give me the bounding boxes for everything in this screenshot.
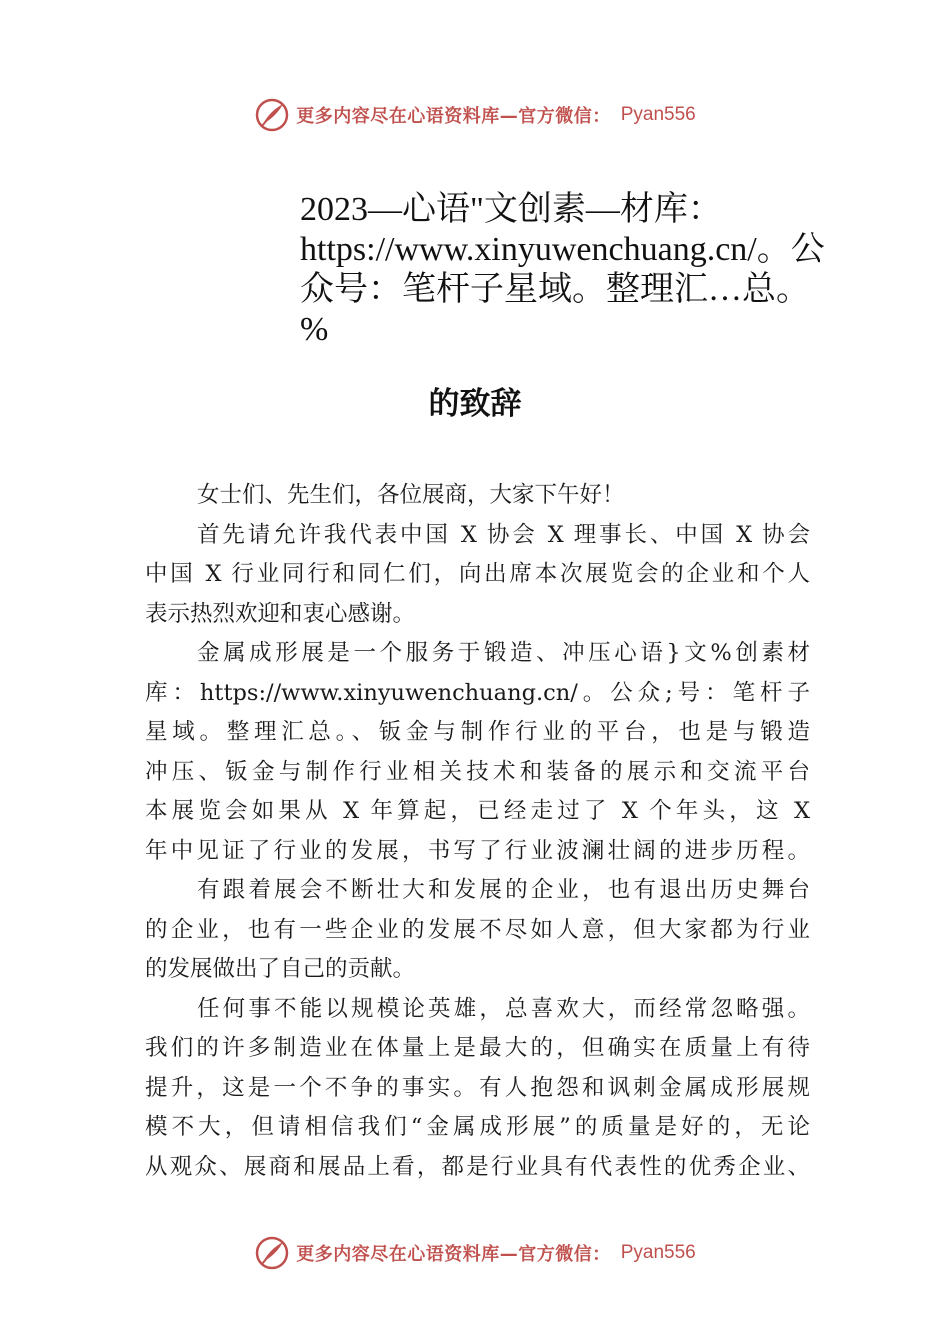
watermark-banner-top (0, 95, 950, 135)
body-line: 冲压、钣金与制作行业相关技术和装备的展示和交流平台 (145, 758, 810, 785)
body-line: 中国 X 行业同行和同仁们，向出席本次展览会的企业和个人 (145, 561, 810, 587)
header-block (300, 190, 860, 350)
body-line: 提升，这是一个不争的事实。有人抱怨和讽刺金属成形展规 (145, 1074, 810, 1101)
header-line: 2023—心语"文创素—材库： (300, 191, 722, 228)
body-line: 的企业，也有一些企业的发展不尽如人意，但大家都为行业 (145, 916, 810, 943)
body-line: 模不大，但请相信我们“金属成形展”的质量是好的，无论 (145, 1114, 810, 1140)
body-line: 金属成形展是一个服务于锻造、冲压心语}文%创素材 (197, 640, 810, 666)
body-line: 星域。整理汇总。、钣金与制作行业的平台，也是与锻造 (145, 719, 810, 745)
header-line: https://www.xinyuwenchuang.cn/。公 (300, 231, 825, 268)
header-line: 众号：笔杆子星域。整理汇…总。 (300, 271, 810, 308)
body-line: 年中见证了行业的发展，书写了行业波澜壮阔的进步历程。 (145, 837, 810, 864)
body-line: 女士们、先生们，各位展商，大家下午好！ (197, 482, 625, 508)
quill-pen-logo-icon (254, 97, 290, 133)
document-body (145, 476, 810, 1187)
wechat-id: Pyan556 (620, 104, 696, 125)
body-line: 的发展做出了自己的贡献。 (145, 956, 416, 982)
document-title: 的致辞 (428, 386, 522, 422)
body-line: 我们的许多制造业在体量上是最大的，但确实在质量上有待 (145, 1035, 810, 1061)
quill-pen-logo-icon (254, 1235, 290, 1271)
header-line: % (300, 311, 329, 348)
body-line: 库：https://www.xinyuwenchuang.cn/。公众;号：笔杆子 (145, 679, 810, 706)
body-line: 从观众、展商和展品上看，都是行业具有代表性的优秀企业、 (145, 1153, 810, 1180)
body-line: 表示热烈欢迎和衷心感谢。 (145, 600, 416, 627)
banner-text: 更多内容尽在心语资料库—官方微信： (296, 1244, 611, 1265)
body-line: 有跟着展会不断壮大和发展的企业，也有退出历史舞台 (197, 877, 810, 903)
watermark-banner-bottom (0, 1233, 950, 1273)
body-line: 本展览会如果从 X 年算起，已经走过了 X 个年头，这 X (145, 798, 810, 824)
body-line: 首先请允许我代表中国 X 协会 X 理事长、中国 X 协会 (197, 521, 810, 548)
wechat-id: Pyan556 (620, 1242, 696, 1263)
body-line: 任何事不能以规模论英雄，总喜欢大，而经常忽略强。 (197, 995, 810, 1022)
banner-text: 更多内容尽在心语资料库—官方微信： (296, 106, 611, 127)
